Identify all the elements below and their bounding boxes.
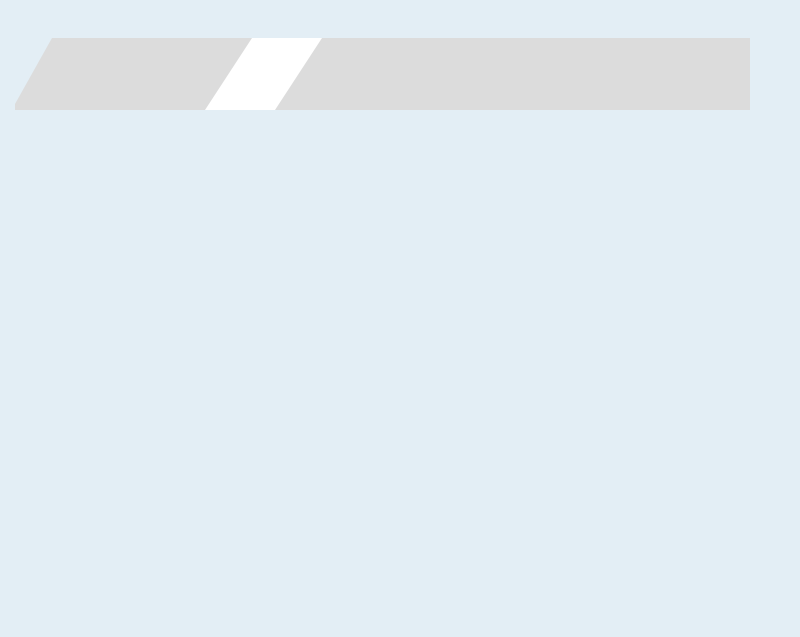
table-header-graphic [0,0,800,110]
